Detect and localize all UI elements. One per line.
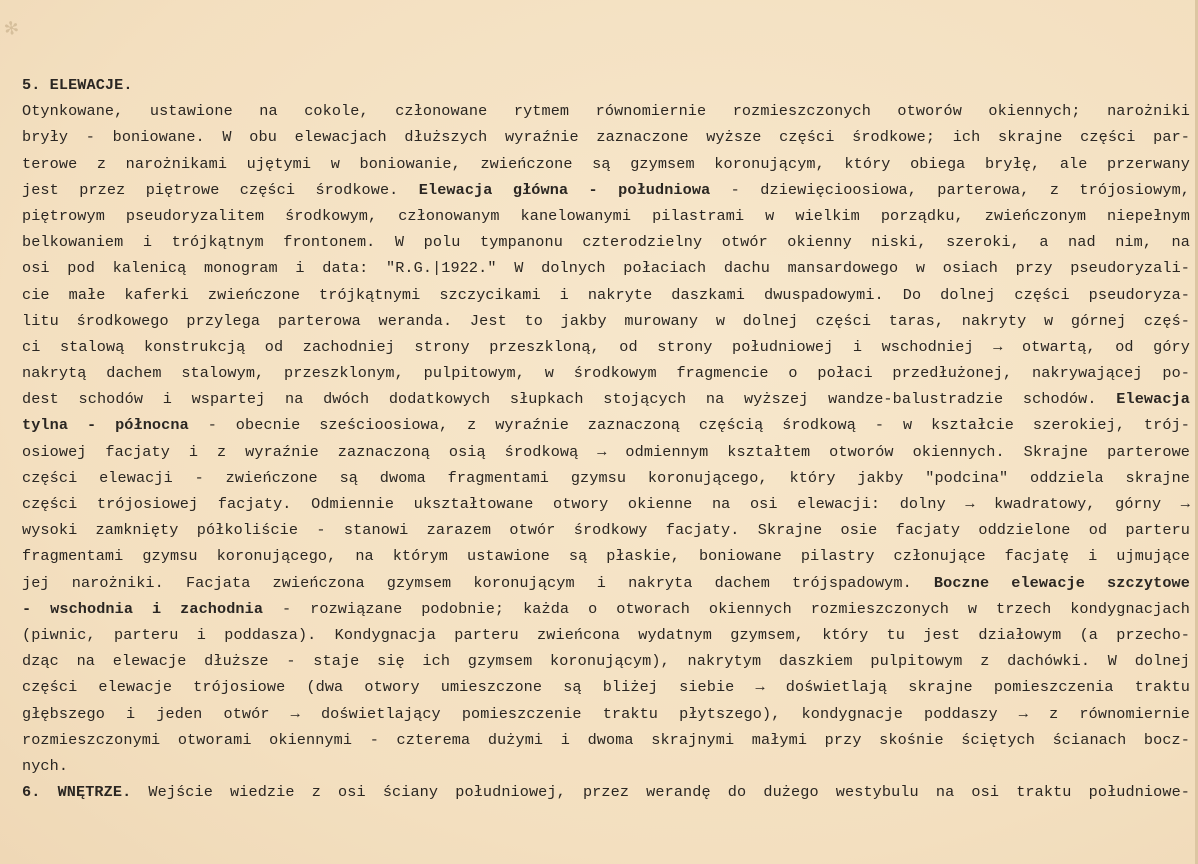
text-line xyxy=(22,255,1190,281)
body-text: nych. xyxy=(22,756,69,775)
body-text: - dziewięcioosiowa, parterowa, z trójosiowym, xyxy=(710,180,1190,199)
body-text: osi pod kalenicą monogram i data: "R.G.|1922." W dolnych połaciach dachu mansardowego w osiach przy pseudoryzali- xyxy=(22,259,1190,278)
body-text: terowe z narożnikami ujętymi w boniowanie, zwieńczone są gzymsem koronującym, który obiega bryłę, ale przerwany xyxy=(22,154,1190,173)
body-text: Otynkowane, ustawione na cokole, członowane rytmem równomiernie rozmieszczonych otworów okiennych; narożniki xyxy=(22,102,1190,121)
body-text: bryły - boniowane. W obu elewacjach dłuższych wyraźnie zaznaczone wyższe części środkowe; ich skrajne części par- xyxy=(22,128,1190,147)
bold-heading-text: tylna - północna xyxy=(22,416,189,435)
text-line xyxy=(22,282,1190,308)
body-text: rozmieszczonymi otworami okiennymi - czterema dużymi i dwoma skrajnymi małymi przy skośnie ściętych ścianach bocz- xyxy=(22,730,1190,749)
body-text: - rozwiązane podobnie; każda o otworach okiennych rozmieszczonych w trzech kondygnacjach xyxy=(263,599,1191,618)
body-text: litu środkowego przylega parterowa weranda. Jest to jakby murowany w dolnej części taras, nakryty w górnej częś- xyxy=(22,311,1190,330)
bold-heading-text: Boczne elewacje szczytowe xyxy=(933,573,1190,592)
faint-stamp-mark: ✻ xyxy=(3,15,20,43)
text-line xyxy=(22,124,1190,150)
text-line xyxy=(22,412,1190,438)
text-line xyxy=(22,98,1190,124)
body-text: jest przez piętrowe części środkowe. xyxy=(22,180,419,199)
text-line xyxy=(22,727,1190,753)
text-line xyxy=(22,701,1190,727)
text-line xyxy=(22,674,1190,700)
body-text: części trójosiowej facjaty. Odmiennie ukształtowane otwory okienne na osi elewacji: dolny → kwadratowy, górny → xyxy=(22,495,1190,513)
text-line xyxy=(22,151,1190,177)
bold-heading-text: 5. ELEWACJE. xyxy=(22,76,133,94)
text-line xyxy=(22,596,1190,622)
text-line xyxy=(22,386,1190,412)
bold-heading-text: Elewacja główna - południowa xyxy=(418,180,711,199)
text-line xyxy=(22,491,1190,517)
text-line xyxy=(22,177,1190,203)
bold-heading-text: Elewacja xyxy=(1116,390,1190,409)
body-text: piętrowym pseudoryzalitem środkowym, członowanym kanelowanymi pilastrami w wielkim porządku, zwieńczonym niepełnym xyxy=(22,206,1190,225)
text-line xyxy=(22,465,1190,491)
body-text: belkowaniem i trójkątnym frontonem. W polu tympanonu czterodzielny otwór okienny niski, szeroki, a nad nim, na xyxy=(22,233,1190,252)
text-line xyxy=(22,753,1190,779)
bold-heading-text: 6. WNĘTRZE. xyxy=(22,783,132,802)
body-text: części elewacji - zwieńczone są dwoma fragmentami gzymsu koronującego, który jakby "podcina" oddziela skrajne xyxy=(22,468,1190,487)
text-line xyxy=(22,543,1190,569)
body-text: - obecnie sześcioosiowa, z wyraźnie zaznaczoną częścią środkową - w kształcie szerokiej, trój- xyxy=(188,416,1190,435)
body-text: części elewacje trójosiowe (dwa otwory umieszczone są bliżej siebie → doświetlają skrajne pomieszczenia traktu xyxy=(22,678,1190,697)
text-line xyxy=(22,648,1190,674)
body-text: osiowej facjaty i z wyraźnie zaznaczoną osią środkową → odmiennym kształtem otworów okiennych. Skrajne parterowe xyxy=(22,442,1190,461)
text-line xyxy=(22,570,1190,596)
body-text: głębszego i jeden otwór → doświetlający pomieszczenie traktu płytszego), kondygnacje poddaszy → z równomiernie xyxy=(22,704,1190,723)
body-text: dest schodów i wspartej na dwóch dodatkowych słupkach stojących na wyższej wandze-balustradzie schodów. xyxy=(22,390,1117,409)
body-text: nakrytą dachem stalowym, przeszklonym, pulpitowym, w środkowym fragmencie o połaci przedłużonej, nakrywającej po- xyxy=(22,364,1190,383)
body-text: jej narożniki. Facjata zwieńczona gzymsem koronującym i nakryta dachem trójspadowym. xyxy=(22,573,934,592)
text-line xyxy=(22,439,1190,465)
bold-heading-text: - wschodnia i zachodnia xyxy=(22,599,264,618)
text-line xyxy=(22,72,1190,98)
text-line xyxy=(22,622,1190,648)
body-text: fragmentami gzymsu koronującego, na którym ustawione są płaskie, boniowane pilastry członujące facjatę i ujmujące xyxy=(22,547,1190,566)
text-line xyxy=(22,779,1190,805)
text-line xyxy=(22,229,1190,255)
text-line xyxy=(22,334,1190,360)
body-text: cie małe kaferki zwieńczone trójkątnymi szczycikami i nakryte daszkami dwuspadowymi. Do dolnej części pseudoryza- xyxy=(22,285,1190,304)
body-text: dząc na elewacje dłuższe - staje się ich gzymsem koronującym), nakrytym daszkiem pulpitowym z dachówki. W dolnej xyxy=(22,652,1190,671)
document-text xyxy=(22,72,1190,805)
text-line xyxy=(22,308,1190,334)
text-line xyxy=(22,203,1190,229)
text-line xyxy=(22,517,1190,543)
body-text: wysoki zamknięty półkoliście - stanowi zarazem otwór środkowy facjaty. Skrajne osie facjaty oddzielone od parteru xyxy=(22,521,1190,540)
text-line xyxy=(22,360,1190,386)
body-text: (piwnic, parteru i poddasza). Kondygnacja parteru zwieńcona wydatnym gzymsem, który tu jest działowym (a przecho- xyxy=(22,625,1190,644)
body-text: ci stalową konstrukcją od zachodniej strony przeszkloną, od strony południowej i wschodniej → otwartą, od góry xyxy=(22,337,1190,356)
body-text: Wejście wiedzie z osi ściany południowej, przez werandę do dużego westybulu na osi traktu południowe- xyxy=(131,783,1190,802)
